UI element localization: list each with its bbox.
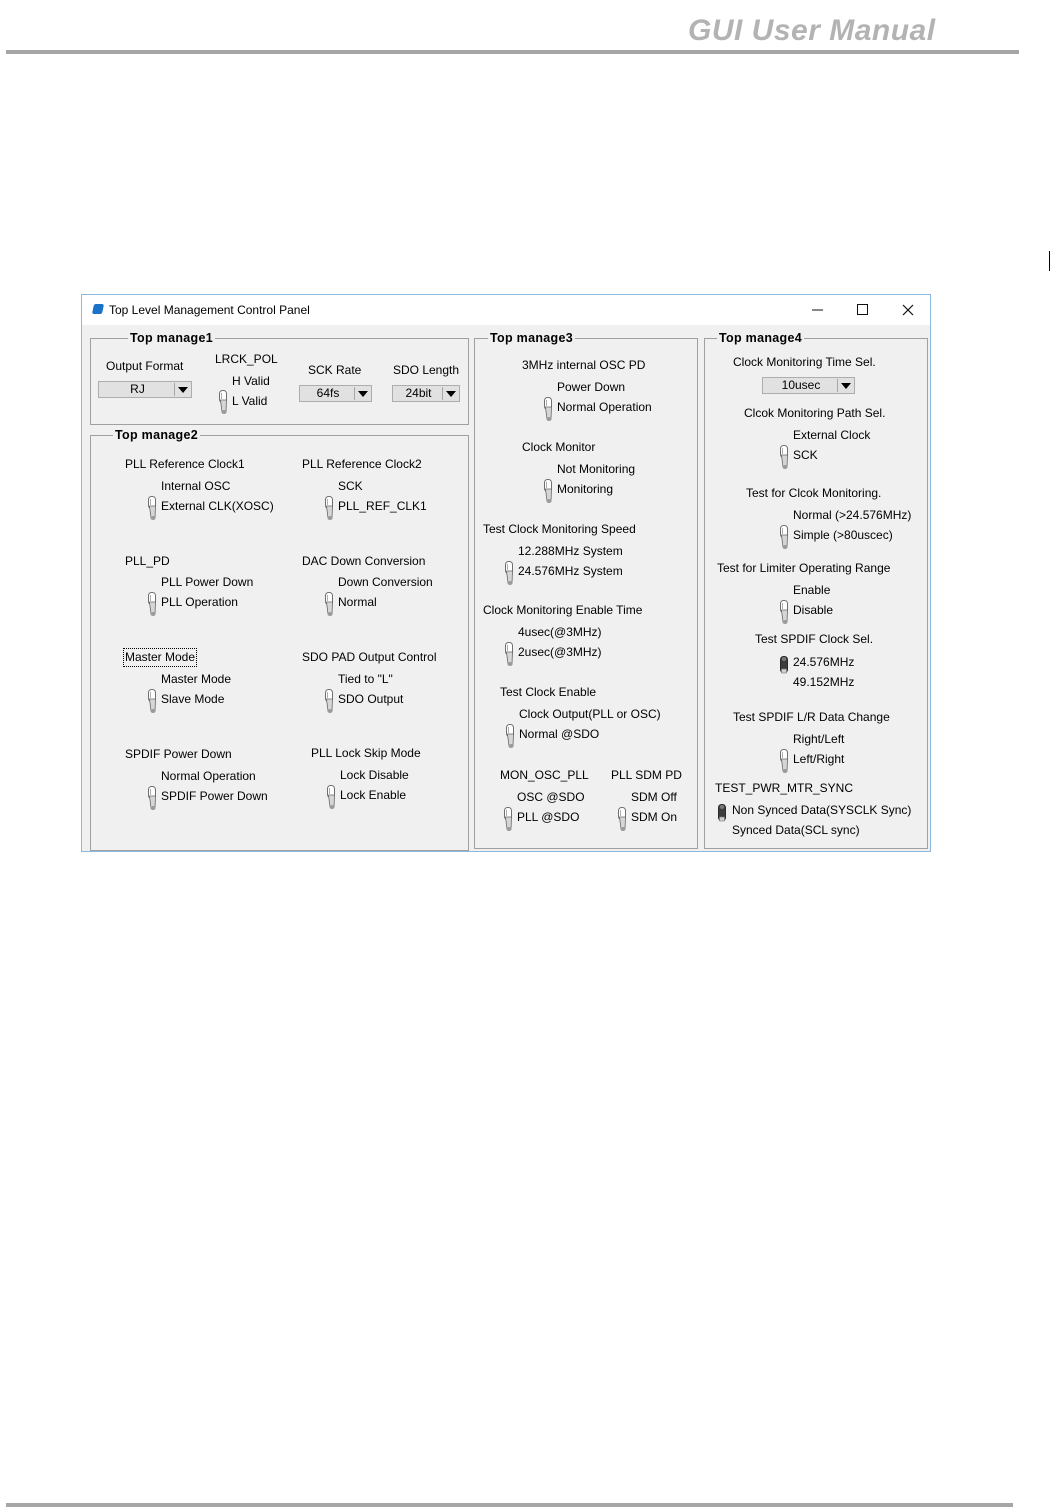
sdo-pad-output-control-option-off: SDO Output	[338, 692, 404, 706]
toggle-switch-icon	[146, 493, 160, 523]
pll-lock-skip-mode-option-on: Lock Disable	[340, 768, 409, 782]
sck-rate-label: SCK Rate	[308, 363, 362, 377]
test-pwr-mtr-sync-option-off: Synced Data(SCL sync)	[732, 823, 860, 837]
test-spdif-clock-sel-option-off: 49.152MHz	[793, 675, 855, 689]
test-spdif-clock-sel-toggle[interactable]	[778, 655, 792, 685]
pll-sdm-pd-label: PLL SDM PD	[611, 768, 682, 782]
clock-monitoring-path-sel-option-on: External Clock	[793, 428, 871, 442]
test-clock-monitoring-toggle[interactable]	[778, 522, 792, 552]
group-title: Top manage3	[490, 331, 573, 345]
dac-down-conversion-label: DAC Down Conversion	[302, 554, 426, 568]
pll-ref-clock2-option-off: PLL_REF_CLK1	[338, 499, 427, 513]
mon-osc-pll-toggle[interactable]	[502, 804, 516, 834]
pll-ref-clock1-label: PLL Reference Clock1	[125, 457, 245, 471]
minimize-icon	[812, 304, 824, 316]
osc-pd-toggle[interactable]	[542, 394, 556, 424]
test-spdif-lr-option-off: Left/Right	[793, 752, 845, 766]
dac-down-conversion-option-on: Down Conversion	[338, 575, 433, 589]
toggle-switch-icon	[146, 589, 160, 619]
clock-monitor-toggle[interactable]	[542, 476, 556, 506]
clock-monitoring-path-sel-toggle[interactable]	[778, 442, 792, 472]
clock-monitoring-enable-time-option-off: 2usec(@3MHz)	[518, 645, 602, 659]
sck-rate-value: 64fs	[316, 386, 340, 400]
test-clock-monitoring-label: Test for Clcok Monitoring.	[746, 486, 882, 500]
pll-pd-option-off: PLL Operation	[161, 595, 238, 609]
pll-ref-clock1-option-on: Internal OSC	[161, 479, 231, 493]
pll-sdm-pd-toggle[interactable]	[616, 804, 630, 834]
toggle-switch-icon	[778, 655, 792, 685]
toggle-switch-icon	[146, 686, 160, 716]
minimize-button[interactable]	[795, 295, 841, 325]
sdo-pad-output-control-option-on: Tied to "L"	[338, 672, 393, 686]
chevron-down-icon	[174, 383, 190, 396]
test-spdif-clock-sel-label: Test SPDIF Clock Sel.	[755, 632, 874, 646]
lrck-pol-option-off: L Valid	[232, 394, 268, 408]
toggle-switch-icon	[778, 522, 792, 552]
toggle-switch-icon	[217, 387, 231, 417]
title-bar[interactable]	[82, 295, 930, 325]
pll-pd-option-on: PLL Power Down	[161, 575, 254, 589]
footer-rule	[6, 1503, 1013, 1507]
mon-osc-pll-option-on: OSC @SDO	[517, 790, 585, 804]
sdo-length-select[interactable]	[392, 385, 460, 402]
test-spdif-lr-option-on: Right/Left	[793, 732, 845, 746]
test-pwr-mtr-sync-toggle[interactable]	[716, 803, 730, 833]
chevron-down-icon	[837, 379, 853, 392]
maximize-icon	[857, 304, 869, 316]
toggle-switch-icon	[616, 804, 630, 834]
test-limiter-range-option-on: Enable	[793, 583, 831, 597]
group-title: Top manage4	[719, 331, 802, 345]
lrck-pol-label: LRCK_POL	[215, 352, 278, 366]
control-panel-window	[81, 294, 931, 852]
pll-ref-clock1-toggle[interactable]	[146, 493, 160, 523]
output-format-label: Output Format	[106, 359, 184, 373]
sdo-length-label: SDO Length	[393, 363, 460, 377]
clock-monitoring-enable-time-label: Clock Monitoring Enable Time	[483, 603, 643, 617]
spdif-power-down-option-on: Normal Operation	[161, 769, 256, 783]
clock-monitoring-time-sel-value: 10usec	[781, 378, 821, 392]
test-clock-monitoring-option-on: Normal (>24.576MHz)	[793, 508, 912, 522]
toggle-switch-icon	[778, 442, 792, 472]
clock-monitoring-path-sel-label: Clcok Monitoring Path Sel.	[744, 406, 886, 420]
document-header-title: GUI User Manual	[688, 14, 936, 47]
pll-lock-skip-mode-label: PLL Lock Skip Mode	[311, 746, 421, 760]
toggle-switch-icon	[146, 783, 160, 813]
test-clock-monitoring-option-off: Simple (>80uscec)	[793, 528, 893, 542]
spdif-power-down-toggle[interactable]	[146, 783, 160, 813]
master-mode-option-on: Master Mode	[161, 672, 232, 686]
test-limiter-range-label: Test for Limiter Operating Range	[717, 561, 891, 575]
master-mode-option-off: Slave Mode	[161, 692, 225, 706]
lrck-pol-option-on: H Valid	[232, 374, 270, 388]
spdif-power-down-label: SPDIF Power Down	[125, 747, 232, 761]
clock-monitoring-enable-time-option-on: 4usec(@3MHz)	[518, 625, 602, 639]
test-clock-monitoring-speed-label: Test Clock Monitoring Speed	[483, 522, 636, 536]
toggle-switch-icon	[323, 493, 337, 523]
toggle-switch-icon	[323, 686, 337, 716]
pll-ref-clock2-option-on: SCK	[338, 479, 363, 493]
app-icon	[92, 304, 104, 314]
clock-monitoring-path-sel-option-off: SCK	[793, 448, 818, 462]
test-limiter-range-toggle[interactable]	[778, 597, 792, 627]
test-clock-enable-option-off: Normal @SDO	[519, 727, 600, 741]
toggle-switch-icon	[778, 746, 792, 776]
test-pwr-mtr-sync-option-on: Non Synced Data(SYSCLK Sync)	[732, 803, 912, 817]
test-spdif-clock-sel-option-on: 24.576MHz	[793, 655, 855, 669]
test-clock-enable-toggle[interactable]	[504, 721, 518, 751]
window-title: Top Level Management Control Panel	[109, 303, 310, 317]
toggle-switch-icon	[778, 597, 792, 627]
clock-monitor-option-off: Monitoring	[557, 482, 614, 496]
clock-monitoring-enable-time-toggle[interactable]	[503, 639, 517, 669]
test-clock-monitoring-speed-option-off: 24.576MHz System	[518, 564, 623, 578]
toggle-switch-icon	[716, 803, 730, 833]
toggle-switch-icon	[542, 476, 556, 506]
page-edge-mark	[1049, 251, 1050, 271]
toggle-switch-icon	[323, 589, 337, 619]
test-spdif-lr-label: Test SPDIF L/R Data Change	[733, 710, 890, 724]
toggle-switch-icon	[502, 804, 516, 834]
sdo-pad-output-control-label: SDO PAD Output Control	[302, 650, 437, 664]
group-title: Top manage2	[115, 428, 198, 442]
chevron-down-icon	[354, 387, 370, 400]
pll-ref-clock2-label: PLL Reference Clock2	[302, 457, 422, 471]
pll-pd-label: PLL_PD	[125, 554, 170, 568]
pll-lock-skip-mode-option-off: Lock Enable	[340, 788, 407, 802]
pll-ref-clock2-toggle[interactable]	[323, 493, 337, 523]
pll-sdm-pd-option-off: SDM On	[631, 810, 678, 824]
toggle-switch-icon	[542, 394, 556, 424]
mon-osc-pll-label: MON_OSC_PLL	[500, 768, 589, 782]
osc-pd-option-on: Power Down	[557, 380, 626, 394]
clock-monitoring-time-sel-label: Clock Monitoring Time Sel.	[733, 355, 876, 369]
close-icon	[902, 304, 914, 316]
header-rule	[6, 50, 1019, 54]
close-button[interactable]	[885, 295, 931, 325]
output-format-select[interactable]	[98, 381, 192, 398]
pll-sdm-pd-option-on: SDM Off	[631, 790, 677, 804]
test-clock-monitoring-speed-toggle[interactable]	[503, 558, 517, 588]
osc-pd-label: 3MHz internal OSC PD	[522, 358, 646, 372]
pll-lock-skip-mode-toggle[interactable]	[325, 782, 339, 812]
test-clock-enable-option-on: Clock Output(PLL or OSC)	[519, 707, 661, 721]
pll-ref-clock1-option-off: External CLK(XOSC)	[161, 499, 274, 513]
toggle-switch-icon	[503, 558, 517, 588]
test-clock-monitoring-speed-option-on: 12.288MHz System	[518, 544, 623, 558]
test-limiter-range-option-off: Disable	[793, 603, 834, 617]
master-mode-toggle[interactable]	[146, 686, 160, 716]
chevron-down-icon	[442, 387, 458, 400]
osc-pd-option-off: Normal Operation	[557, 400, 652, 414]
clock-monitor-option-on: Not Monitoring	[557, 462, 636, 476]
master-mode-label: Master Mode	[125, 650, 196, 664]
sdo-pad-output-control-toggle[interactable]	[323, 686, 337, 716]
toggle-switch-icon	[503, 639, 517, 669]
sck-rate-select[interactable]	[299, 385, 372, 402]
dac-down-conversion-toggle[interactable]	[323, 589, 337, 619]
mon-osc-pll-option-off: PLL @SDO	[517, 810, 580, 824]
output-format-value: RJ	[130, 382, 145, 396]
toggle-switch-icon	[325, 782, 339, 812]
sdo-length-value: 24bit	[405, 386, 432, 400]
toggle-switch-icon	[504, 721, 518, 751]
test-spdif-lr-toggle[interactable]	[778, 746, 792, 776]
test-pwr-mtr-sync-label: TEST_PWR_MTR_SYNC	[715, 781, 854, 795]
clock-monitoring-time-sel-select[interactable]	[762, 377, 855, 394]
maximize-button[interactable]	[840, 295, 886, 325]
clock-monitor-label: Clock Monitor	[522, 440, 596, 454]
lrck-pol-toggle[interactable]	[217, 387, 231, 417]
test-clock-enable-label: Test Clock Enable	[500, 685, 597, 699]
spdif-power-down-option-off: SPDIF Power Down	[161, 789, 268, 803]
dac-down-conversion-option-off: Normal	[338, 595, 377, 609]
group-title: Top manage1	[130, 331, 213, 345]
pll-pd-toggle[interactable]	[146, 589, 160, 619]
